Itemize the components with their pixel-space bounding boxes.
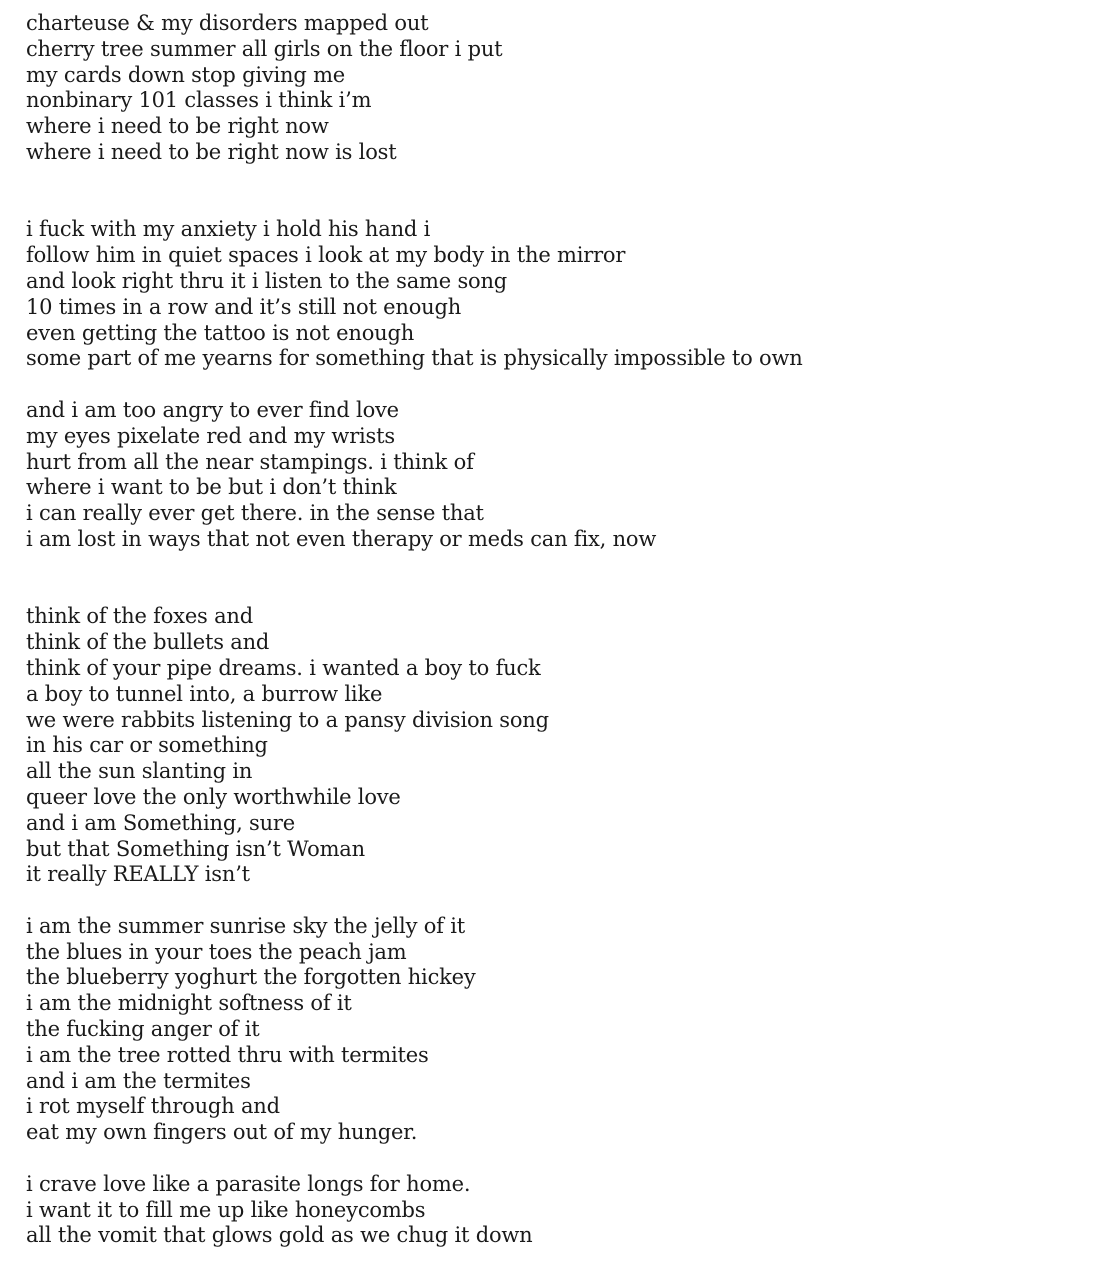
stanza-1 [26,11,1086,166]
poem-line: the fucking anger of it [26,1017,260,1042]
poem-line: and i am too angry to ever find love [26,397,399,422]
poem-line: even getting the tattoo is not enough [26,320,415,345]
poem-line: charteuse & my disorders mapped out [26,11,429,35]
poem-page [26,11,1086,1249]
poem-line: the blues in your toes the peach jam [26,939,407,964]
poem-line: queer love the only worthwhile love [26,784,401,809]
poem-line: it really REALLY isn’t [26,862,250,887]
poem-line: my eyes pixelate red and my wrists [26,423,395,448]
poem-line: a boy to tunnel into, a burrow like [26,681,383,706]
stanza-break [26,372,1086,398]
poem-line: hurt from all the near stampings. i think of [26,449,474,474]
poem-line: i am the summer sunrise sky the jelly of it [26,913,465,938]
poem-line: and i am Something, sure [26,810,295,835]
poem-line: i am lost in ways that not even therapy or meds can fix, now [26,526,657,551]
poem-line: where i want to be but i don’t think [26,475,397,500]
poem-line: some part of me yearns for something that is physically impossible to own [26,346,803,371]
poem-line: and look right thru it i listen to the same song [26,268,508,293]
stanza-5 [26,914,1086,1146]
stanza-2 [26,217,1086,372]
poem-line: but that Something isn’t Woman [26,836,365,861]
poem-line: i can really ever get there. in the sense that [26,501,484,526]
poem-line: in his car or something [26,733,268,758]
poem-line: all the sun slanting in [26,759,253,784]
poem-line: i rot myself through and [26,1094,280,1119]
poem-line: and i am the termites [26,1068,251,1093]
stanza-3 [26,398,1086,553]
poem-line: i am the tree rotted thru with termites [26,1042,429,1067]
poem-line: i am the midnight softness of it [26,991,352,1016]
stanza-6 [26,1172,1086,1249]
poem-line: i fuck with my anxiety i hold his hand i [26,217,431,242]
stanza-break [26,1146,1086,1172]
stanza-break [26,553,1086,605]
poem-line: 10 times in a row and it’s still not enough [26,294,462,319]
poem-line: all the vomit that glows gold as we chug it down [26,1223,533,1248]
poem-line: where i need to be right now [26,114,329,139]
poem-line: eat my own fingers out of my hunger. [26,1120,418,1145]
poem-line: think of your pipe dreams. i wanted a boy to fuck [26,655,541,680]
poem-line: i crave love like a parasite longs for home. [26,1171,471,1196]
stanza-break [26,888,1086,914]
poem-line: think of the foxes and [26,604,253,629]
poem-line: where i need to be right now is lost [26,139,397,164]
poem-line: the blueberry yoghurt the forgotten hickey [26,965,476,990]
stanza-break [26,166,1086,218]
poem-line: i want it to fill me up like honeycombs [26,1197,426,1222]
poem-line: cherry tree summer all girls on the floor i put [26,36,503,61]
poem-line: my cards down stop giving me [26,62,346,87]
poem-line: nonbinary 101 classes i think i’m [26,88,372,113]
poem-line: we were rabbits listening to a pansy division song [26,707,549,732]
stanza-4 [26,604,1086,888]
poem-line: think of the bullets and [26,630,270,655]
poem-line: follow him in quiet spaces i look at my body in the mirror [26,243,626,268]
